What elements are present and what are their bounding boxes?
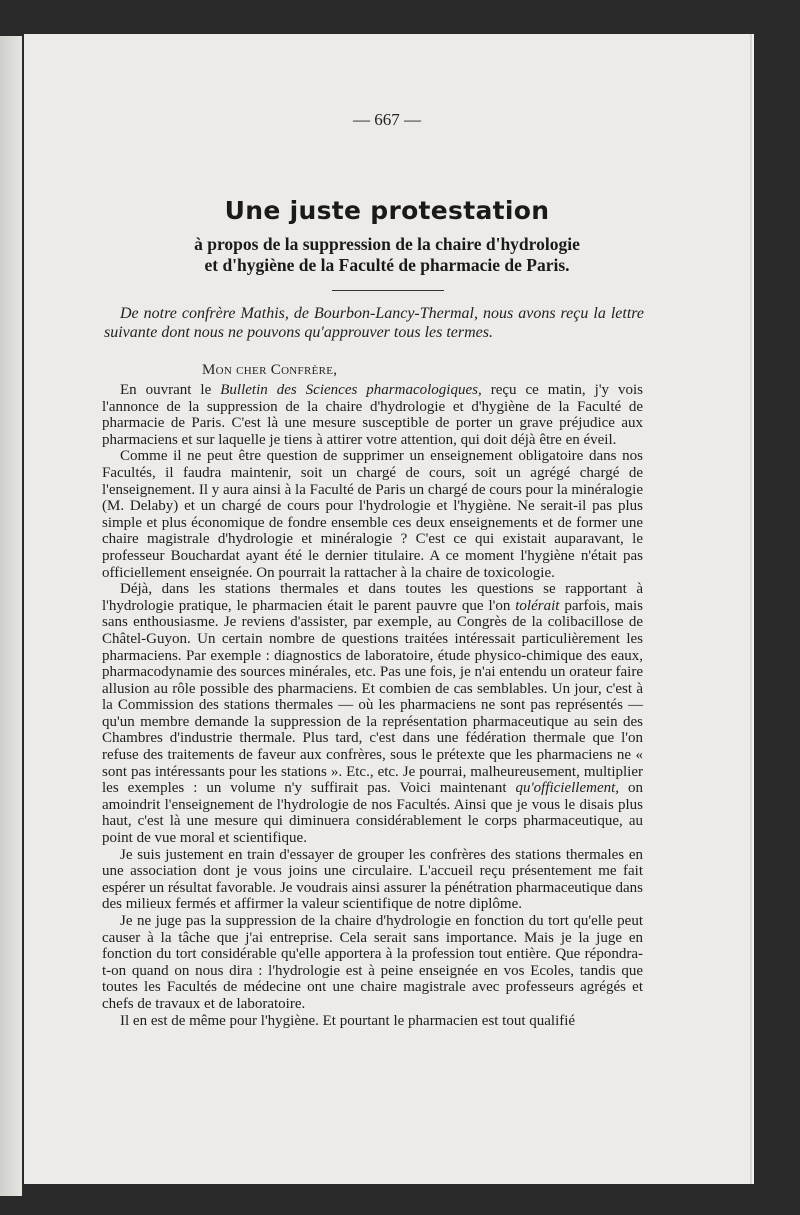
paragraph: Il en est de même pour l'hygiène. Et pourtant le pharmacien est tout qualifié [120,1012,576,1029]
article-title: Une juste protestation [224,196,550,225]
intro-paragraph: De notre confrère Mathis, de Bourbon-Lancy-Thermal, nous avons reçu la lettre suivante dont nous ne pouvons qu'approuver tous les termes. [104,305,644,341]
subtitle-line-1: à propos de la suppression de la chaire d'hydrologie [194,234,580,254]
document-page [24,34,750,1184]
paragraph: En ouvrant le Bulletin des Sciences pharmacologiques, reçu ce matin, j'y vois l'annonce de la suppression de la chaire d'hydrologie et d'hygiène de la Faculté de pharmacie de Paris. C'est là une mesure susceptible de porter un grave préjudice aux pharmaciens et sur laquelle je tiens à attirer votre attention, qui doit déjà être en éveil. [102,382,644,448]
subtitle-line-2: et d'hygiène de la Faculté de pharmacie de Paris. [204,255,570,275]
page-number: — 667 — [353,110,421,129]
paragraph: Comme il ne peut être question de supprimer un enseignement obligatoire dans nos Facultés, il faudra maintenir, soit un chargé de cours, soit un agrégé chargé de l'enseignement. Il y aura ainsi à la Faculté de Paris un chargé de cours pour la minéralogie (M. Delaby) et un chargé de cours pour l'hydrologie et l'hygiène. Ne serait-il pas plus simple et plus économique de fondre ensemble ces deux enseignements et de former une chaire magistrale d'hydrologie et minéralogie ? C'est ce qui existait auparavant, le professeur Bouchardat ayant été le dernier titulaire. A ce moment l'hygiène n'était pas officiellement enseignée. On pourrait la rattacher à la chaire de toxicologie. [102,448,643,581]
article-subtitle [24,234,750,276]
salutation: Mon cher Confrère, [202,362,338,378]
paragraph: Je suis justement en train d'essayer de grouper les confrères des stations thermales en une association dont je vous joins une circulaire. L'accueil reçu présentement me fait espérer un résultat favorable. Je voudrais ainsi assurer la pénétration pharmaceutique dans des milieux fermés et affirmer la valeur scientifique de notre diplôme. [102,846,643,913]
title-divider [332,290,444,291]
paragraph: Je ne juge pas la suppression de la chaire d'hydrologie en fonction du tort qu'elle peut causer à la tâche que j'ai entreprise. Cela serait sans importance. Mais je la juge en fonction du tort considérable qu'elle apportera à la profession tout entière. Que répondra-t-on quand on nous dira : l'hydrologie est à peine enseignée en vos Ecoles, tandis que toutes les Facultés de médecine ont une chaire magistrale avec professeurs agrégés et chefs de travaux et de laboratoire. [102,913,643,1012]
paragraph: Déjà, dans les stations thermales et dans toutes les questions se rapportant à l'hydrologie pratique, le pharmacien était le parent pauvre que l'on tolérait parfois, mais sans enthousiasme. Je reviens d'assister, par exemple, au Congrès de la colibacillose de Châtel-Guyon. Un certain nombre de questions traitées intéressait particulièrement les pharmaciens. Par exemple : diagnostics de laboratoire, étude physico-chimique des eaux, pharmacodynamie des sources minérales, etc. Pas une fois, je n'ai entendu un orateur faire allusion au rôle possible des pharmaciens. Et combien de cas semblables. Un jour, c'est à la Commission des stations thermales — où les pharmaciens ne sont pas représentés — qu'un membre demande la suppression de la représentation pharmaceutique au sein des Chambres d'industrie thermale. Plus tard, c'est dans une fédération thermale que l'on refuse des traitements de faveur aux confrères, sous le prétexte que les pharmaciens ne « sont pas intéressants pour les stations ». Etc., etc. Je pourrai, malheureusement, multiplier les exemples : un volume n'y suffirait pas. Voici maintenant qu'officiellement, on amoindrit l'enseignement de l'hydrologie de nos Facultés. Ainsi que je vous le disais plus haut, c'est là une mesure qui diminuera considérablement le corps pharmaceutique, au point de vue moral et scientifique. [102,581,644,847]
adjacent-page-edge [0,36,22,1196]
letter-body [102,382,643,1029]
